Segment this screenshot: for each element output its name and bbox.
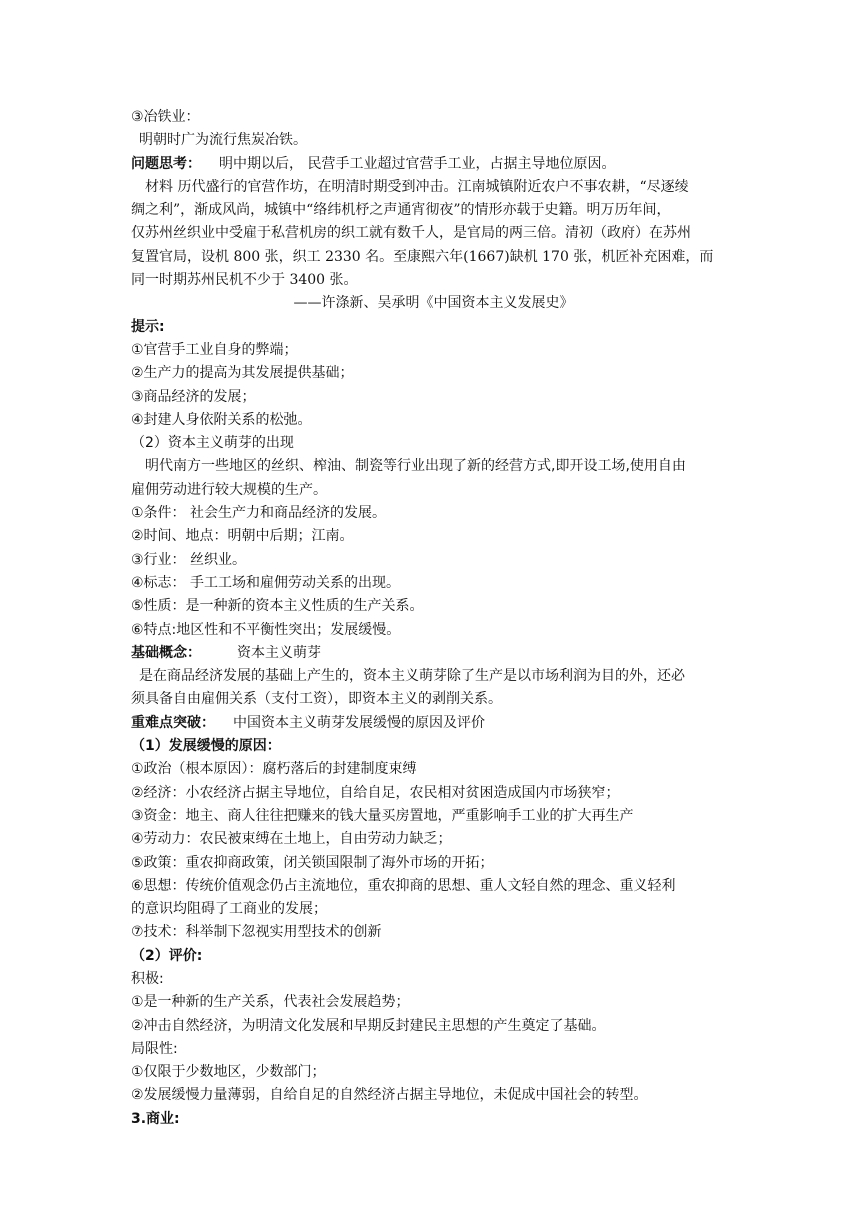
limit-item: ②发展缓慢力量薄弱，自给自足的自然经济占据主导地位，未促成中国社会的转型。 <box>131 1087 648 1104</box>
material-line-3: 仅苏州丝织业中受雇于私营机房的织工就有数千人，是官局的两三倍。清初（政府）在苏州 <box>131 225 691 242</box>
eval-heading: （2）评价: <box>131 947 203 964</box>
reason-item: ③资金：地主、商人往往把赚来的钱大量买房置地，严重影响手工业的扩大再生产 <box>131 807 634 824</box>
difficulty-label: 重难点突破： <box>131 714 215 731</box>
question-line <box>131 153 736 176</box>
commerce-heading: 3.商业: <box>131 1110 180 1127</box>
question-text: 明中期以后， 民营手工业超过官营手工业，占据主导地位原因。 <box>219 155 616 172</box>
difficulty-text: 中国资本主义萌芽发展缓慢的原因及评价 <box>233 714 485 731</box>
limit-item: ①仅限于少数地区，少数部门； <box>131 1064 326 1081</box>
concept-text-1: 是在商品经济发展的基础上产生的，资本主义萌芽除了生产是以市场利润为目的外，还必 <box>139 668 685 685</box>
positive-label: 积极: <box>131 970 164 987</box>
concept-text-2: 须具备自由雇佣关系（支付工资），即资本主义的剥削关系。 <box>131 691 502 708</box>
question-label: 问题思考： <box>131 155 201 172</box>
material-line-5: 同一时期苏州民机不少于 3400 张。 <box>131 272 358 289</box>
concept-term: 资本主义萌芽 <box>237 644 321 661</box>
reason-item: ⑥思想：传统价值观念仍占主流地位，重农抑商的思想、重人文轻自然的理念、重义轻利 <box>131 877 676 894</box>
reason-item: ①政治（根本原因）：腐朽落后的封建制度束缚 <box>131 761 417 778</box>
reason-item: ⑦技术：科举制下忽视实用型技术的创新 <box>131 924 382 941</box>
hint-item: ①官营手工业自身的弊端； <box>131 341 298 358</box>
concept-line <box>131 642 736 665</box>
iron-heading: ③冶铁业： <box>131 109 200 125</box>
material-line-1: 材料 历代盛行的官营作坊，在明清时期受到冲击。江南城镇附近农户不事农耕，“尽逐绫 <box>145 178 689 195</box>
hint-item: ④封建人身依附关系的松弛。 <box>131 411 312 428</box>
concept-label: 基础概念： <box>131 644 201 661</box>
sprouts-item: ②时间、地点：明朝中后期；江南。 <box>131 528 354 545</box>
material-source: ——许涤新、吴承明《中国资本主义发展史》 <box>293 295 574 312</box>
hint-item: ②生产力的提高为其发展提供基础； <box>131 365 354 382</box>
reason-item-cont: 的意识均阻碍了工商业的发展； <box>131 901 327 918</box>
hint-item: ③商品经济的发展； <box>131 388 256 405</box>
iron-text: 明朝时广为流行焦炭冶铁。 <box>139 132 307 149</box>
difficulty-line <box>131 712 736 735</box>
document-page <box>131 106 736 1131</box>
limit-label: 局限性: <box>131 1040 178 1057</box>
sprouts-intro-1: 明代南方一些地区的丝织、榨油、制瓷等行业出现了新的经营方式,即开设工场,使用自由 <box>145 458 686 475</box>
sprouts-intro-2: 雇佣劳动进行较大规模的生产。 <box>131 481 327 498</box>
sprouts-item: ⑤性质：是一种新的资本主义性质的生产关系。 <box>131 598 424 615</box>
material-line-2: 绸之利”，渐成风尚，城镇中“络纬机杼之声通宵彻夜”的情形亦载于史籍。明万历年间， <box>131 202 671 219</box>
sprouts-item: ①条件： 社会生产力和商品经济的发展。 <box>131 505 386 522</box>
material-line-4: 复置官局，设机 800 张，织工 2330 名。至康熙六年(1667)缺机 170 张，机匠补充困难，而 <box>131 248 714 265</box>
sprouts-item: ⑥特点:地区性和不平衡性突出；发展缓慢。 <box>131 621 401 638</box>
sprouts-item: ④标志： 手工工场和雇佣劳动关系的出现。 <box>131 574 400 591</box>
positive-item: ①是一种新的生产关系，代表社会发展趋势； <box>131 994 410 1011</box>
hints-label: 提示: <box>131 318 165 335</box>
reason-item: ④劳动力：农民被束缚在土地上，自由劳动力缺乏； <box>131 831 452 848</box>
sprouts-heading: （2）资本主义萌芽的出现 <box>131 435 294 452</box>
reason-item: ②经济：小农经济占据主导地位，自给自足，农民相对贫困造成国内市场狭窄； <box>131 784 620 801</box>
sprouts-item: ③行业： 丝织业。 <box>131 551 247 568</box>
reason-item: ⑤政策：重农抑商政策，闭关锁国限制了海外市场的开拓； <box>131 854 494 871</box>
positive-item: ②冲击自然经济，为明清文化发展和早期反封建民主思想的产生奠定了基础。 <box>131 1017 606 1034</box>
reasons-heading: （1）发展缓慢的原因： <box>131 738 281 755</box>
